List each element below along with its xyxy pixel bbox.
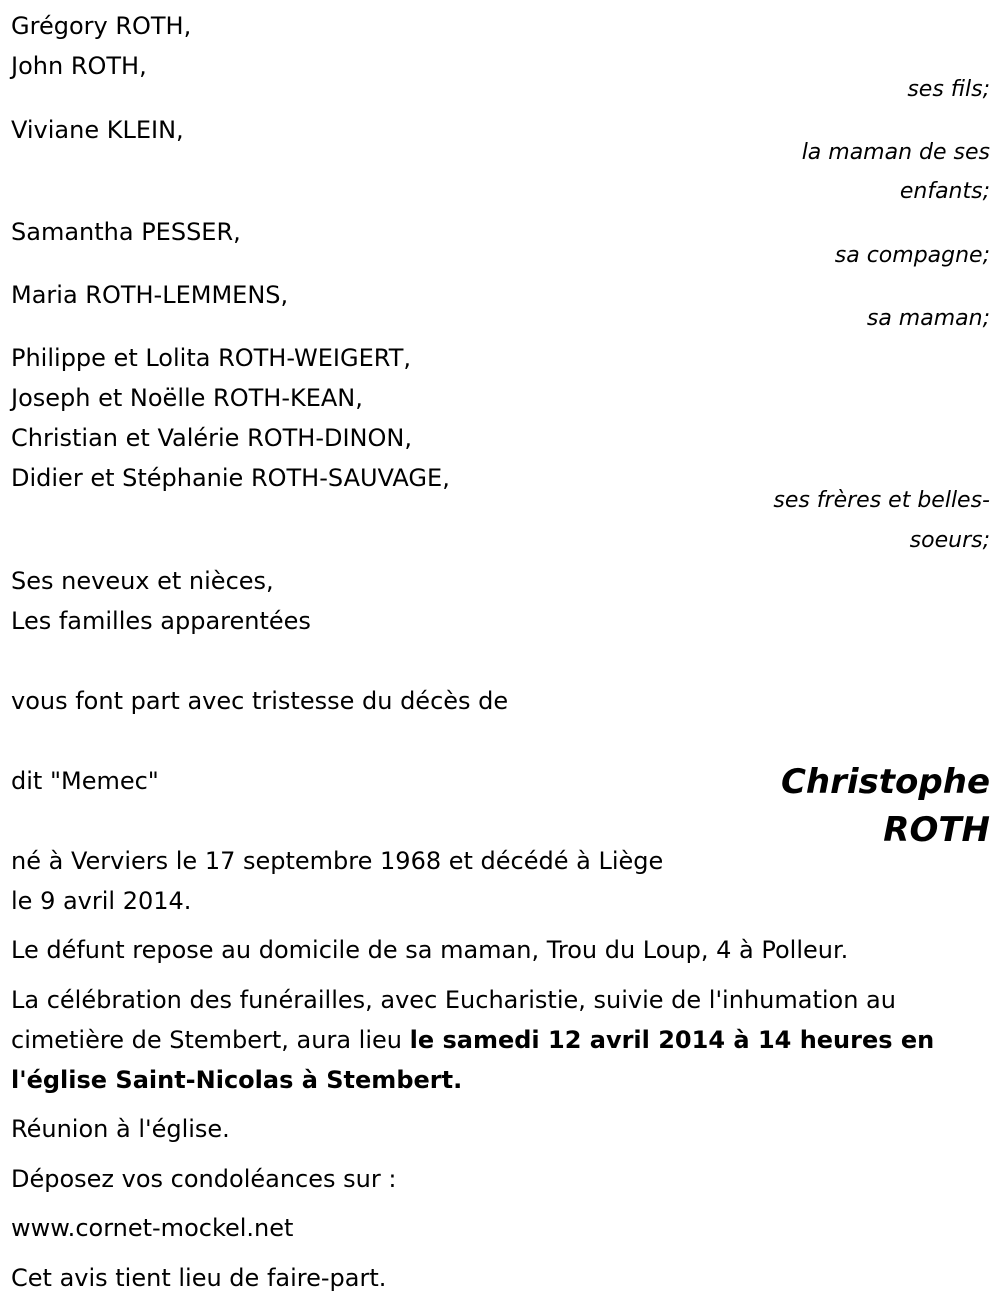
condolences-text: Déposez vos condoléances sur : — [11, 1165, 397, 1193]
related-families: Les familles apparentées — [11, 607, 311, 635]
mother-name: Maria ROTH-LEMMENS, — [11, 281, 289, 309]
deceased-name — [781, 758, 990, 854]
son-name-2: John ROTH, — [11, 52, 147, 80]
sibling-2: Joseph et Noëlle ROTH-KEAN, — [11, 384, 363, 412]
meeting-text: Réunion à l'église. — [11, 1115, 230, 1143]
rest-location: Le défunt repose au domicile de sa maman, Trou du Loup, 4 à Polleur. — [11, 936, 849, 964]
deceased-first-name: Christophe — [780, 762, 990, 802]
mother-of-children-role-line-1: la maman de ses — [801, 140, 990, 165]
birth-death-line-1: né à Verviers le 17 septembre 1968 et décédé à Liège — [11, 847, 664, 875]
partner-role: sa compagne; — [834, 243, 990, 268]
announcement-text: vous font part avec tristesse du décès de — [11, 687, 509, 715]
mother-role: sa maman; — [866, 306, 990, 331]
siblings-role-line-2: soeurs; — [909, 528, 990, 553]
nephews-nieces: Ses neveux et nièces, — [11, 567, 274, 595]
website-link[interactable]: www.cornet-mockel.net — [11, 1214, 294, 1242]
partner-name: Samantha PESSER, — [11, 218, 241, 246]
nickname: dit "Memec" — [11, 767, 159, 795]
ceremony-date-place: le samedi 12 avril 2014 à 14 heures en l'église Saint-Nicolas à Stembert. — [11, 1026, 935, 1094]
sons-role: ses fils; — [907, 77, 990, 102]
birth-death-line-2: le 9 avril 2014. — [11, 887, 192, 915]
ceremony-text: La célébration des funérailles, avec Eucharistie, suivie de l'inhumation au cimetière de Stembert, aura lieu — [11, 986, 896, 1054]
sibling-4: Didier et Stéphanie ROTH-SAUVAGE, — [11, 464, 450, 492]
siblings-role-line-1: ses frères et belles- — [773, 488, 990, 513]
sibling-3: Christian et Valérie ROTH-DINON, — [11, 424, 412, 452]
mother-of-children-name: Viviane KLEIN, — [11, 116, 184, 144]
deceased-last-name: ROTH — [883, 810, 990, 850]
ceremony-paragraph — [11, 980, 986, 1100]
mother-of-children-role-line-2: enfants; — [899, 179, 990, 204]
son-name-1: Grégory ROTH, — [11, 12, 192, 40]
sibling-1: Philippe et Lolita ROTH-WEIGERT, — [11, 344, 411, 372]
notice-text: Cet avis tient lieu de faire-part. — [11, 1264, 387, 1292]
